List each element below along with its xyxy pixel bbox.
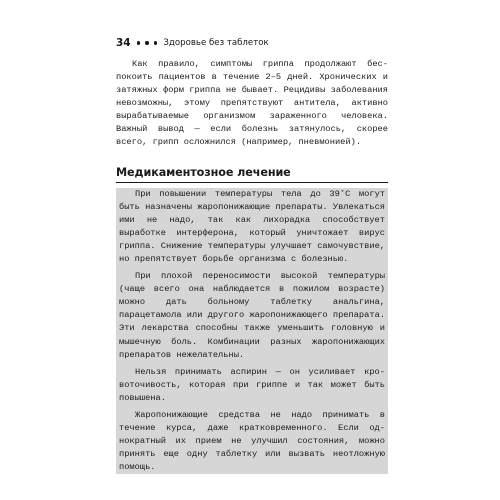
section-heading: Медикаментозное лечение [116,166,291,179]
intro-paragraph: Как правило, симптомы гриппа продолжают беспокоить пациентов в течение 2–5 дней. Хронических и затяжных форм гриппа не бывает. Рецидивы заболевания невозможны, этому препятствуют антитела, активно вырабатываемые организмом зараженного человека. Важный вывод — если болезнь затянулось, скорее всего, грипп осложнился (например, пневмонией). [116,59,388,148]
running-head [116,37,269,49]
body-paragraph: При плохой переносимости высокой температуры (чаще всего она наблюдается в пожилом возрасте) можно дать больному таблетку анальгина, парацетамола или другого жаропонижающего препарата. Эти лекарства способны также уменьшить головную и мышечную боль. Комбинации разных жаропонижающих препаратов нежелательны. [119,271,385,360]
intro-text-block [116,58,388,149]
page-number: 34 [116,37,131,49]
heading-rule [116,182,388,183]
book-title: Здоровье без таблеток [163,38,269,48]
body-paragraph: Жаропонижающие средства не надо принимать в течение курса, даже кратковременного. Если однократный их прием не улучшил состояния, можно принять еще одну таблетку или вызвать неотложную помощь. [119,409,385,472]
separator-dots-icon [137,41,158,45]
body-paragraph: Нельзя принимать аспирин — он усиливает кровоточивость, которая при гриппе и так может быть повышена. [119,366,385,403]
body-paragraph: При повышении температуры тела до 39˚С могут быть назначены жаропонижающие препараты. Увлекаться ими не надо, так как лихорадка способствует выработке интерферона, который уничтожает вирус гриппа. Снижение температуры улучшает самочувствие, но препятствует борьбе организма с болезнью. [119,189,385,265]
book-page [116,0,388,500]
shaded-text-block [116,188,388,474]
